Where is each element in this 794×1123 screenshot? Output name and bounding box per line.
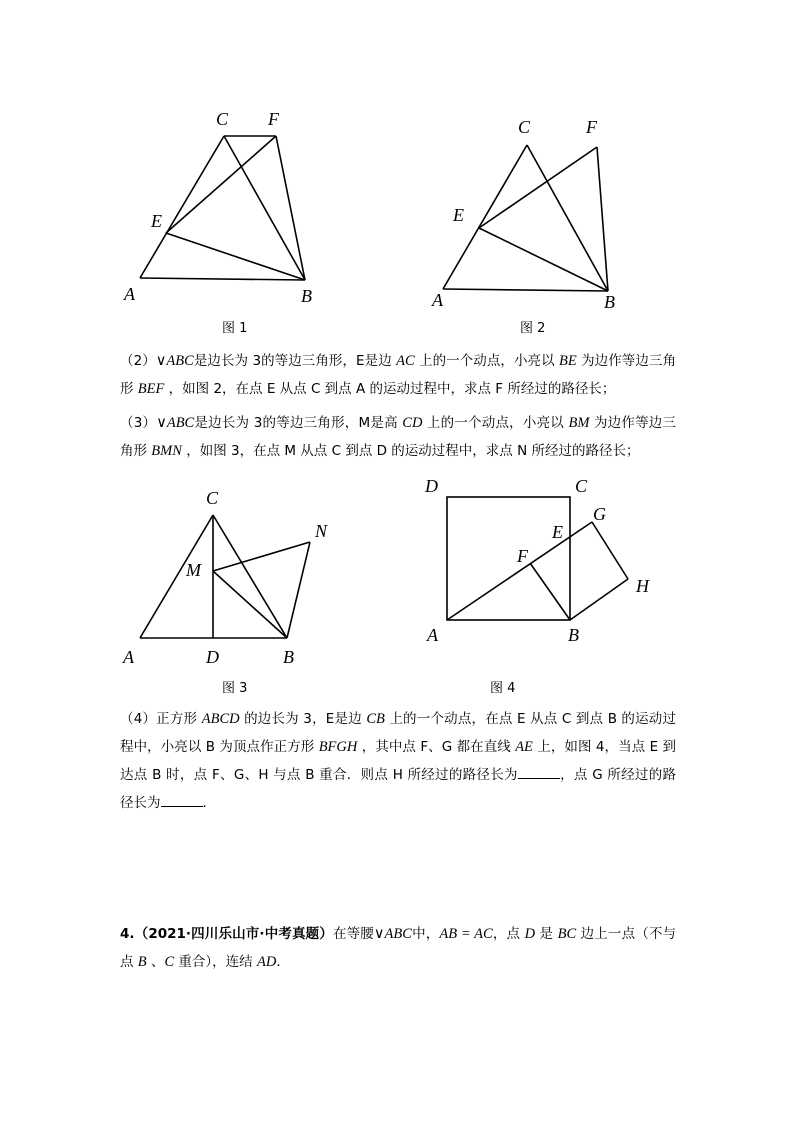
q2-be: BE	[559, 353, 577, 369]
p4-triangle: ∨ABC	[373, 926, 412, 942]
p4-bc: BC	[557, 926, 577, 942]
q2-number: （2）	[120, 353, 156, 369]
q4-text-4: 上，如图 4，当点 E 到达点 B 时，点 F、G、H 与点 B 重合．则点 H 所经过的路径长为	[120, 739, 676, 783]
question-3	[120, 409, 676, 465]
figure-3-caption: 图 3	[222, 681, 248, 696]
figure-2-caption: 图 2	[520, 321, 546, 336]
p4-text-8: ．	[276, 954, 290, 970]
figure-1	[0, 0, 794, 344]
p4-b: B	[137, 954, 147, 970]
q2-text-2: 上的一个动点，小亮以	[414, 353, 560, 369]
q3-text-4: ，如图 3，在点 M 从点 C 到点 D 的运动过程中，求点 N 所经过的路径长；	[181, 443, 640, 459]
q2-ac: AC	[396, 353, 415, 369]
q4-abcd: ABCD	[201, 711, 240, 727]
q4-cb: CB	[366, 711, 385, 727]
q3-triangle: ∨ABC	[156, 415, 195, 431]
figure-3-4-diagram	[0, 470, 794, 700]
p4-number: 4.	[120, 926, 135, 942]
p4-equation: AB = AC	[439, 926, 493, 942]
question-4	[120, 705, 676, 817]
p4-text-1: 在等腰	[332, 926, 374, 942]
fig4-label-e: E	[552, 522, 563, 542]
fig2-label-a: A	[432, 290, 443, 310]
q4-text-2: 上的一个动点，在点 E 从点 C 到点 B 的运动过程中，小亮以 B 为顶点作正方形	[120, 711, 677, 755]
p4-text-2: 中，	[411, 926, 440, 942]
q4-text-1: 的边长为 3，E是边	[239, 711, 367, 727]
fig4-label-h: H	[636, 576, 649, 596]
problem-4	[120, 920, 676, 976]
q3-text-2: 上的一个动点，小亮以	[422, 415, 569, 431]
fig1-label-c: C	[216, 109, 229, 129]
q4-bfgh: BFGH	[318, 739, 358, 755]
q3-bmn: BMN	[151, 443, 182, 459]
p4-ad: AD	[256, 954, 277, 970]
p4-c: C	[164, 954, 175, 970]
p4-text-4: 是	[535, 926, 558, 942]
answer-blank-g[interactable]	[161, 792, 203, 807]
p4-source: （2021·四川乐山市·中考真题）	[134, 926, 333, 942]
p4-d: D	[524, 926, 536, 942]
fig3-label-b: B	[283, 647, 294, 667]
fig2-label-e: E	[453, 205, 464, 225]
q2-text-4: ，如图 2，在点 E 从点 C 到点 A 的运动过程中，求点 F 所经过的路径长；	[164, 381, 616, 397]
fig3-label-m: M	[186, 560, 201, 580]
q3-bm: BM	[568, 415, 590, 431]
q3-text-1: 是边长为 3的等边三角形，M是高	[194, 415, 403, 431]
q4-text-5: ，点 G 所经过的路径长为	[120, 767, 676, 811]
fig3-label-n: N	[315, 521, 328, 541]
fig3-label-d: D	[206, 647, 219, 667]
fig2-label-c: C	[518, 117, 531, 137]
fig3-label-a: A	[123, 647, 134, 667]
fig2-label-f: F	[586, 117, 597, 137]
p4-text-5: 边上一点（不与点	[120, 926, 677, 970]
fig4-label-g: G	[593, 504, 606, 524]
fig4-label-a: A	[427, 625, 438, 645]
q4-ae: AE	[515, 739, 533, 755]
figure-4-caption: 图 4	[490, 681, 516, 696]
fig3-label-c: C	[206, 488, 219, 508]
fig1-label-e: E	[151, 211, 162, 231]
q3-number: （3）	[120, 415, 157, 431]
p4-text-6: 、	[146, 954, 165, 970]
fig1-label-f: F	[268, 109, 279, 129]
q2-text-1: 是边长为 3的等边三角形，E是边	[193, 353, 397, 369]
fig2-label-b: B	[604, 292, 615, 312]
q4-number: （4）	[120, 711, 157, 727]
figure-1-caption: 图 1	[222, 321, 248, 336]
q3-text-3: 为边作等边三角形	[120, 415, 676, 459]
q3-cd: CD	[402, 415, 423, 431]
p4-text-7: 重合），连结	[174, 954, 257, 970]
p4-text-3: ，点	[492, 926, 525, 942]
fig4-label-b: B	[568, 625, 579, 645]
q4-text-6: ．	[202, 795, 216, 811]
q2-bef: BEF	[137, 381, 165, 397]
fig1-label-a: A	[124, 284, 135, 304]
figure-3-4	[0, 470, 794, 704]
q2-text-3: 为边作等边三角形	[120, 353, 676, 397]
figure-1-diagram	[0, 0, 794, 340]
fig4-label-c: C	[575, 476, 588, 496]
fig4-label-f: F	[517, 546, 528, 566]
question-2	[120, 347, 676, 403]
q4-text-3: ，其中点 F、G 都在直线	[357, 739, 516, 755]
q2-triangle: ∨ABC	[155, 353, 194, 369]
fig4-label-d: D	[425, 476, 438, 496]
q4-text-0: 正方形	[156, 711, 202, 727]
answer-blank-h[interactable]	[518, 764, 560, 779]
fig1-label-b: B	[301, 286, 312, 306]
